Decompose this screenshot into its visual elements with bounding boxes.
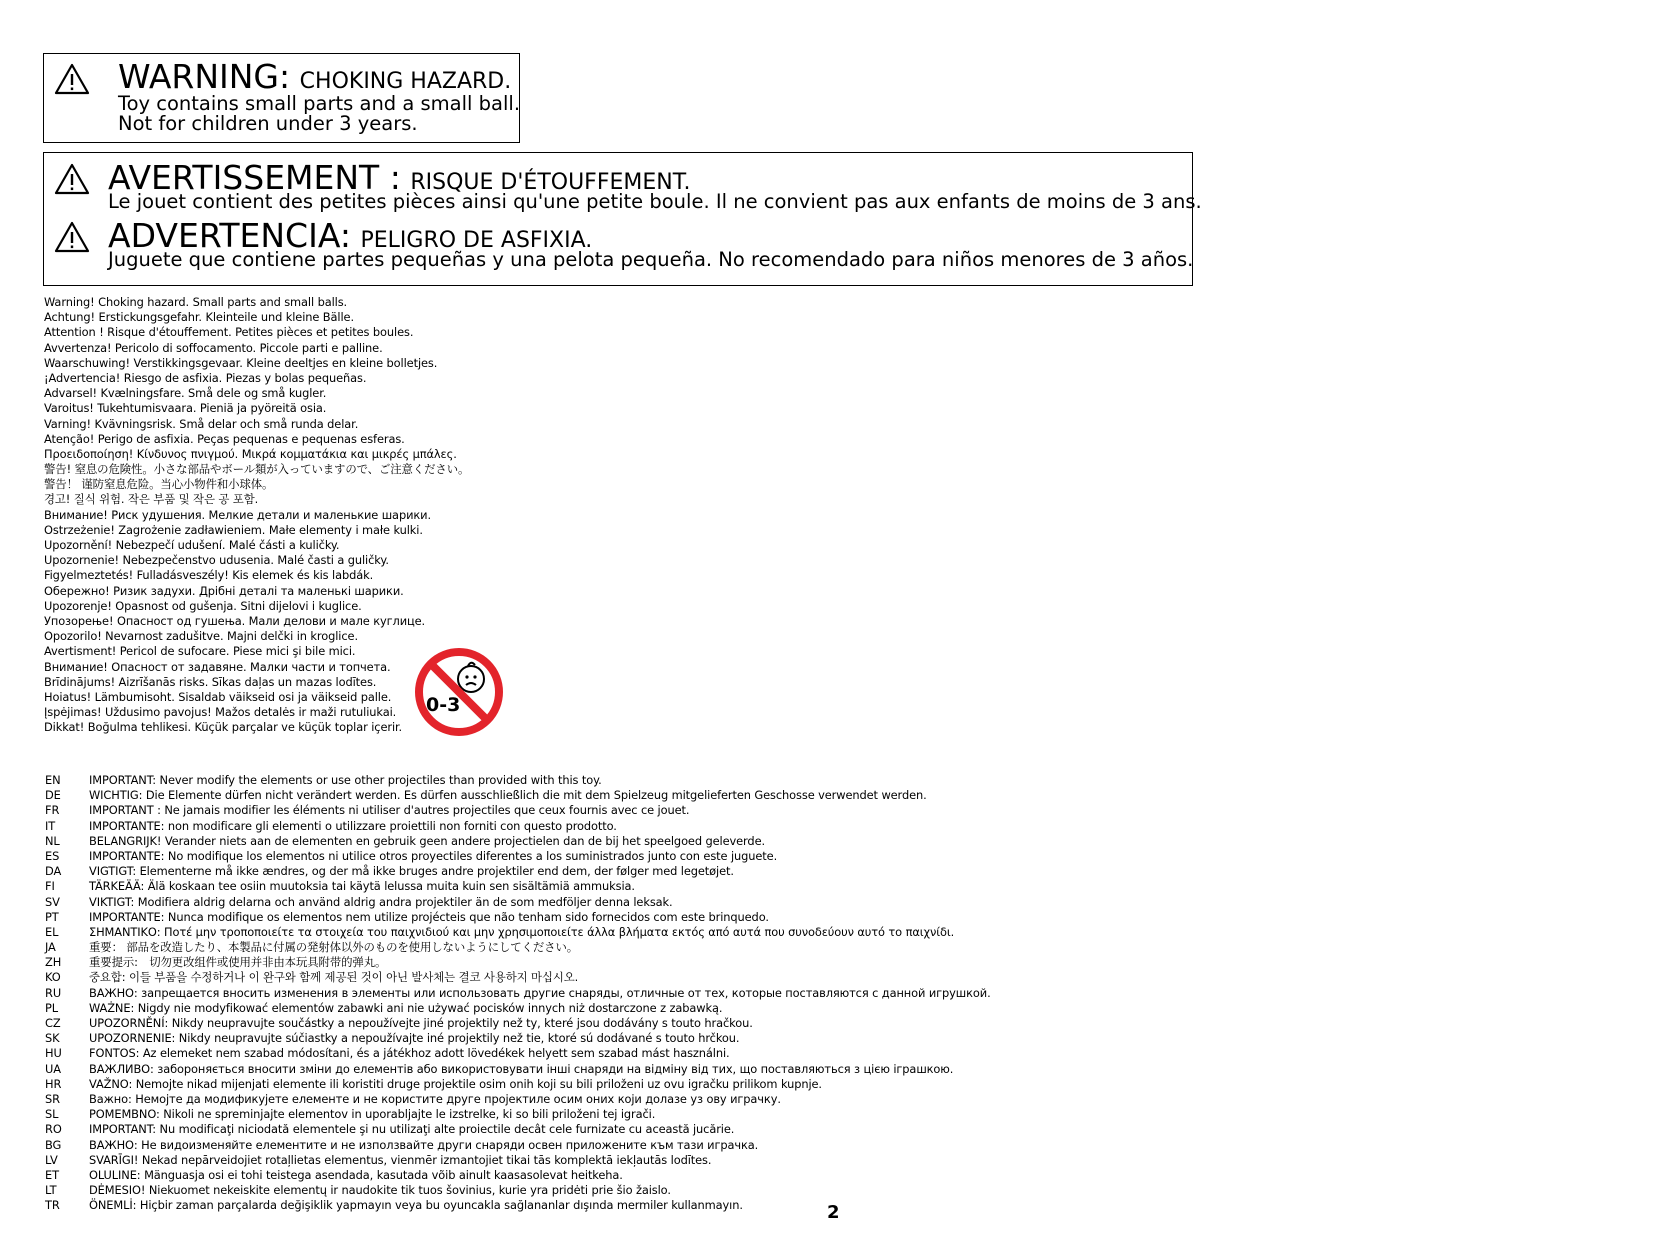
warning-line: Varning! Kvävningsrisk. Små delar och små runda delar. [44,416,359,431]
language-code: ES [45,848,60,863]
warning-line: Achtung! Erstickungsgefahr. Kleinteile und kleine Bälle. [44,310,354,325]
language-code: SR [45,1091,60,1106]
language-code: SK [45,1031,60,1046]
important-notice-text: UPOZORNENIE: Nikdy neupravujte súčiastky a nepoužívajte iné projektily než tie, ktoré sú dodávané s touto hrčkou. [89,1031,740,1046]
language-code: HR [45,1076,62,1091]
warning-line: Внимание! Опасност от задавяне. Малки части и топчета. [44,659,391,674]
language-code: NL [45,833,60,848]
language-code: LV [45,1152,58,1167]
warning-text-fr: Le jouet contient des petites pièces ainsi qu'une petite boule. Il ne convient pas aux enfants de moins de 3 ans. [108,190,1202,213]
language-code: DA [45,864,62,879]
warning-line: Įspėjimas! Uždusimo pavojus! Mažos detalės ir maži rutuliukai. [44,705,397,720]
language-code: KO [45,970,61,985]
language-code: JA [45,940,56,955]
warning-line: Upozornenie! Nebezpečenstvo udusenia. Malé časti a guličky. [44,553,389,568]
warning-line: Figyelmeztetés! Fulladásveszély! Kis elemek és kis labdák. [44,568,374,583]
important-notice-text: ВАЖЛИВО: забороняється вносити зміни до елементів або використовувати інші снаряди на відміну від тих, що поставляються з цією іграшкою. [89,1061,954,1076]
warning-triangle-icon [54,63,90,95]
age-restriction-sign [413,646,505,738]
important-notice-text: VIGTIGT: Elementerne må ikke ændres, og der må ikke bruges andre projektiler end dem, der følger med legetøjet. [89,864,734,879]
warning-line: Atenção! Perigo de asfixia. Peças pequenas e pequenas esferas. [44,431,405,446]
warning-line: Обережно! Ризик задухи. Дрібні деталі та маленькі шарики. [44,583,404,598]
language-code: RU [45,985,62,1000]
warning-line: Upozornění! Nebezpečí udušení. Malé části a kuličky. [44,538,340,552]
language-code: DE [45,788,61,803]
not-for-0-3-years-icon [413,646,505,738]
important-notice-text: 重要提示: 切勿更改组件或使用并非由本玩具附带的弹丸。 [89,955,387,970]
language-code: BG [45,1137,62,1152]
important-notice-text: POMEMBNO: Nikoli ne spreminjajte elementov in uporabljajte le izstrelke, ki so bili priloženi tej igrači. [89,1107,656,1122]
important-notice-text: IMPORTANT: Never modify the elements or use other projectiles than provided with this toy. [89,773,602,787]
warning-line: Brīdinājums! Aizrīšanās risks. Sīkas daļas un mazas lodītes. [44,674,377,689]
warning-heading-fr: AVERTISSEMENT : RISQUE D'ÉTOUFFEMENT. [108,158,691,197]
important-notice-text: IMPORTANT : Ne jamais modifier les éléments ni utiliser d'autres projectiles que ceux fournis avec ce jouet. [89,803,690,818]
warning-line: 경고! 질식 위험. 작은 부품 및 작은 공 포함. [44,492,259,507]
important-notice-text: WICHTIG: Die Elemente dürfen nicht verändert werden. Es dürfen ausschließlich die mit dem Spielzeug mitgelieferten Geschosse verwendet werden. [89,788,927,803]
important-notice-text: IMPORTANTE: non modificare gli elementi o utilizzare proiettili non forniti con questo prodotto. [89,818,617,833]
warning-line: Advarsel! Kvælningsfare. Små dele og små kugler. [44,386,327,401]
warning-line: Attention ! Risque d'étouffement. Petites pièces et petites boules. [44,325,414,340]
language-code: EN [45,773,61,787]
warning-line: Προειδοποίηση! Κίνδυνος πνιγμού. Μικρά κομματάκια και μικρές μπάλες. [44,446,457,461]
important-notice-text: Важно: Немојте да модификујете елементе и не користите друге пројектиле осим оних који долазе уз ову играчку. [89,1091,781,1106]
warning-triangle-icon [54,163,90,195]
important-notice-text: WAŻNE: Nigdy nie modyfikować elementów zabawki ani nie używać pocisków innych niż dostarczone z zabawką. [89,1000,723,1015]
important-notice-text: 重要： 部品を改造したり、本製品に付属の発射体以外のものを使用しないようにしてください。 [89,940,579,955]
important-notice-text: ÖNEMLİ: Hiçbir zaman parçalarda değişiklik yapmayın veya bu oyuncakla sağlananlar dışında mermiler kullanmayın. [89,1198,743,1213]
important-notice-text: 중요합: 이들 부품을 수정하거나 이 완구와 함께 제공된 것이 아닌 발사체는 결코 사용하지 마십시오. [89,970,579,985]
important-notice-text: ВАЖНО: Не видоизменяйте елементите и не използвайте други снаряди освен приложените към тази играчка. [89,1137,759,1152]
important-notice-text: FONTOS: Az elemeket nem szabad módosítani, és a játékhoz adott lövedékek helyett sem szabad mást használni. [89,1046,730,1061]
warning-text-es: Juguete que contiene partes pequeñas y una pelota pequeña. No recomendado para niños menores de 3 años. [108,248,1194,271]
language-code: ZH [45,955,62,970]
warning-heading-en: WARNING: CHOKING HAZARD. [118,57,512,96]
language-code: SV [45,894,60,909]
warning-heading-es: ADVERTENCIA: PELIGRO DE ASFIXIA. [108,216,593,255]
warning-line: Avertisment! Pericol de sufocare. Piese mici şi bile mici. [44,644,356,659]
warning-line: Varoitus! Tukehtumisvaara. Pieniä ja pyöreitä osia. [44,401,327,416]
important-notice-text: IMPORTANTE: Nunca modifique os elementos nem utilize projécteis que não tenham sido fornecidos com este brinquedo. [89,909,769,924]
important-notice-text: ВАЖНО: запрещается вносить изменения в элементы или использовать другие снаряды, отличные от тех, которые поставляются с данной игрушкой. [89,985,991,1000]
warning-line: Hoiatus! Lämbumisoht. Sisaldab väikseid osi ja väikseid palle. [44,689,392,704]
page-number: 2 [827,1202,840,1223]
language-code: CZ [45,1016,61,1030]
warning-line: Upozorenje! Opasnost od gušenja. Sitni dijelovi i kuglice. [44,598,362,613]
important-notice-text: VAŽNO: Nemojte nikad mijenjati elemente ili koristiti druge projektile osim onih koji su bili priloženi uz ovu igračku prilikom kupnje. [89,1076,822,1091]
warning-line: Упозорење! Опасност од гушења. Мали делови и мале куглице. [44,613,426,628]
warning-line: ¡Advertencia! Riesgo de asfixia. Piezas y bolas pequeñas. [44,370,367,385]
important-notice-text: ΣΗΜΑΝΤΙΚΟ: Ποτέ μην τροποποιείτε τα στοιχεία του παιχνιδιού και μην χρησιμοποιείτε άλλα βλήματα εκτός από αυτά που συνοδεύουν αυτό το παιχνίδι. [89,924,955,939]
warning-box-fr-es [43,152,1202,286]
language-code: FI [45,879,55,894]
language-code: RO [45,1122,62,1137]
warning-line: 警告！ 谨防窒息危险。当心小物件和小球体。 [44,477,274,492]
language-code: FR [45,803,60,818]
important-notice-text: IMPORTANT: Nu modificaţi niciodată elementele şi nu utilizaţi alte proiectile decât cele furnizate cu această jucărie. [89,1122,735,1137]
warning-line: Avvertenza! Pericolo di soffocamento. Piccole parti e palline. [44,340,383,355]
language-code: PL [45,1000,59,1015]
language-code: SL [45,1107,59,1122]
warning-line: Dikkat! Boğulma tehlikesi. Küçük parçalar ve küçük toplar içerir. [44,720,403,735]
language-code: ET [45,1167,59,1182]
warning-line: Waarschuwing! Verstikkingsgevaar. Kleine deeltjes en kleine bolletjes. [44,355,438,370]
important-notice-text: DĖMESIO! Niekuomet nekeiskite elementų ir naudokite tik tuos šovinius, kurie yra pridėti prie šio žaislo. [89,1183,671,1198]
warning-line: Внимание! Риск удушения. Мелкие детали и маленькие шарики. [44,507,431,522]
important-notice-text: OLULINE: Mänguasja osi ei tohi teistega asendada, kasutada võib ainult kaasasolevat heitkeha. [89,1167,623,1182]
language-code: UA [45,1061,61,1076]
warning-box-en [43,53,520,143]
warning-line: 警告! 窒息の危険性。小さな部品やボール類が入っていますので、ご注意ください。 [44,462,470,477]
warning-line: Ostrzeżenie! Zagrożenie zadławieniem. Małe elementy i małe kulki. [44,522,423,537]
language-code: IT [45,818,56,833]
language-code: EL [45,924,59,939]
important-notice-text: BELANGRIJK! Verander niets aan de elementen en gebruik geen andere projectielen dan de bij het speelgoed geleverde. [89,833,765,848]
important-notice-text: TÄRKEÄÄ: Älä koskaan tee osiin muutoksia tai käytä lelussa muita kuin sen sisältämiä ammuksia. [89,879,635,894]
language-code: PT [45,909,59,924]
warning-line-en-1: Toy contains small parts and a small ball. [118,92,521,115]
important-notice-text: VIKTIGT: Modifiera aldrig delarna och använd aldrig andra projektiler än de som medföljer denna leksak. [89,894,673,909]
important-notice-text: SVARĪGI! Nekad nepārveidojiet rotaļlietas elementus, vienmēr izmantojiet tikai tās komplektā iekļautās lodītes. [89,1152,712,1167]
language-code: HU [45,1046,62,1061]
warning-line: Warning! Choking hazard. Small parts and small balls. [44,295,348,309]
warning-line: Opozorilo! Nevarnost zadušitve. Majni delčki in kroglice. [44,629,358,644]
warning-triangle-icon [54,221,90,253]
warning-line-en-2: Not for children under 3 years. [118,112,418,135]
important-notice-text: UPOZORNĚNÍ: Nikdy neupravujte součástky a nepoužívejte jiné projektily než ty, které jsou dodávány s touto hračkou. [89,1016,753,1030]
multilingual-warning-list [44,295,469,735]
language-code: TR [45,1198,60,1213]
important-notice-text: IMPORTANTE: No modifique los elementos ni utilice otros proyectiles diferentes a los suministrados junto con este juguete. [89,848,778,863]
age-label: 0-3 [426,694,461,716]
language-code: LT [45,1183,57,1198]
